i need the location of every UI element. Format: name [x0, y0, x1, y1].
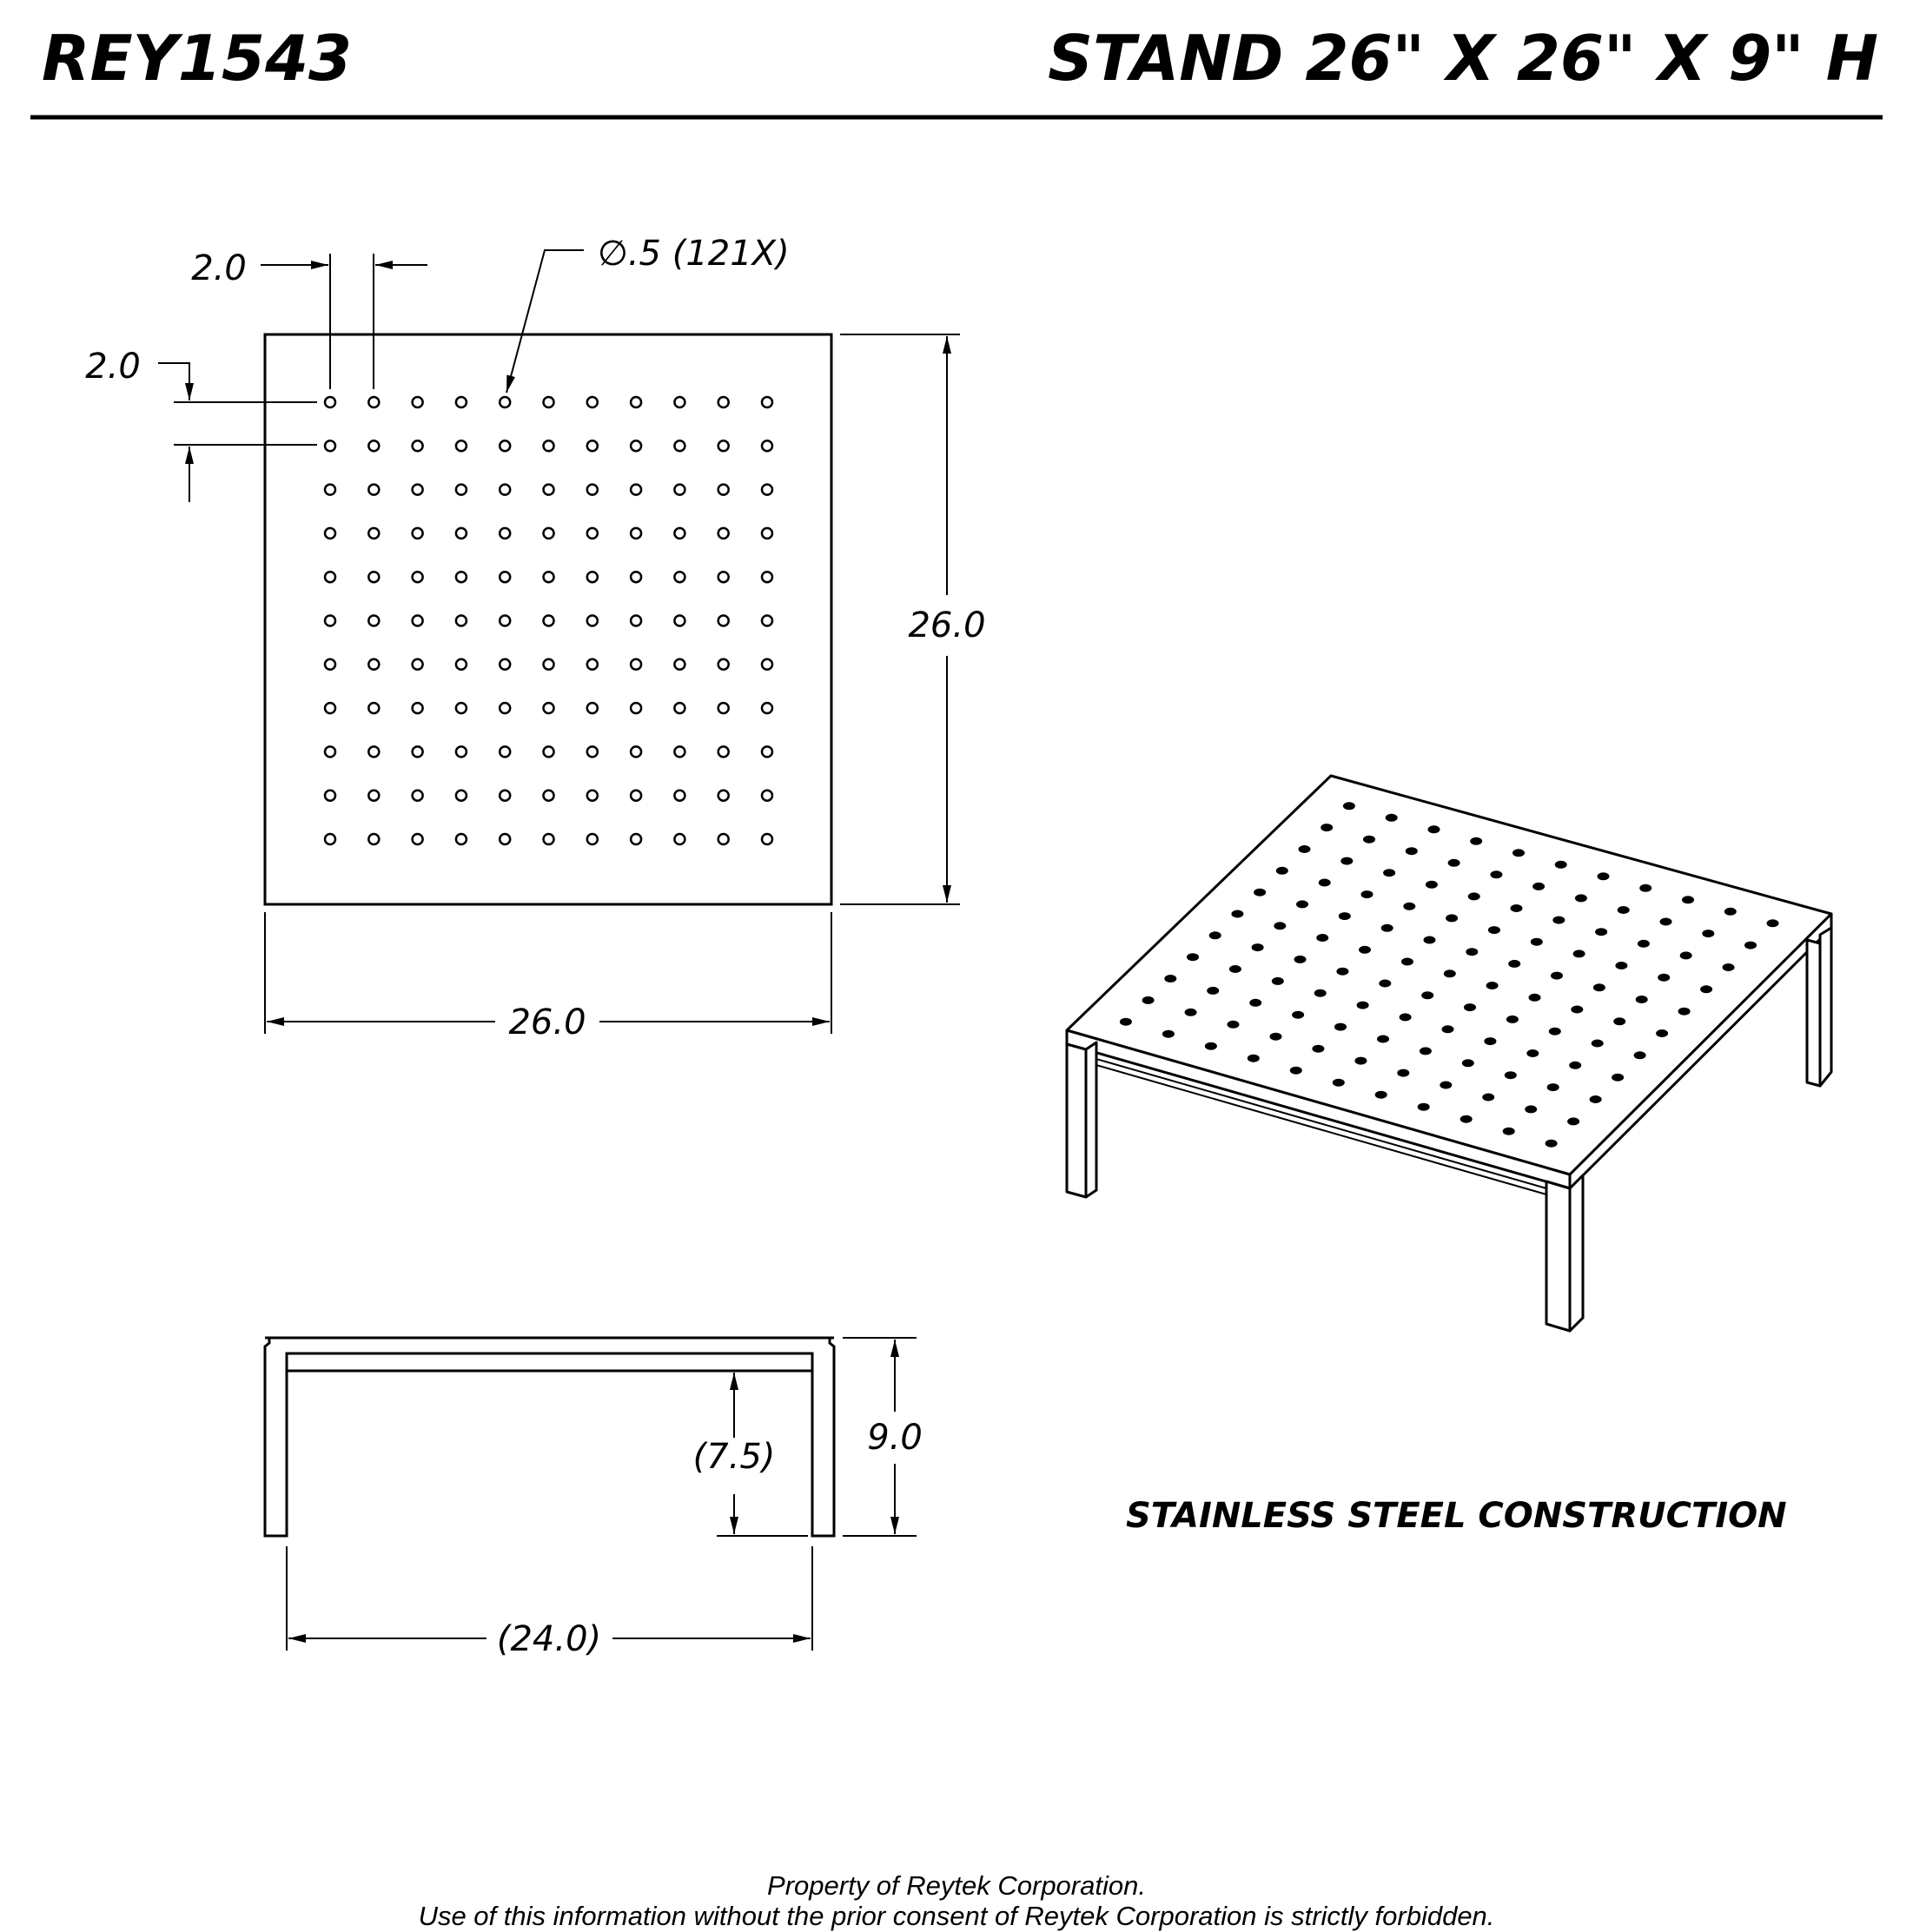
iso-hole: [1569, 1062, 1581, 1069]
hole: [674, 703, 685, 713]
iso-hole: [1421, 991, 1433, 999]
iso-hole: [1593, 983, 1605, 991]
footer-line-2: Use of this information without the prior consent of Reytek Corporation is strictly forbidden.: [418, 1901, 1495, 1931]
hole: [631, 440, 641, 451]
iso-hole: [1334, 1023, 1347, 1031]
iso-hole: [1440, 1082, 1452, 1089]
hole: [674, 485, 685, 495]
iso-hole: [1575, 894, 1587, 902]
hole: [674, 616, 685, 626]
hole: [544, 397, 554, 407]
hole: [456, 440, 467, 451]
iso-hole: [1513, 849, 1525, 857]
hole: [325, 440, 335, 451]
hole: [413, 572, 423, 582]
iso-hole: [1680, 951, 1692, 959]
iso-hole: [1248, 1055, 1260, 1062]
iso-hole: [1272, 977, 1284, 985]
iso-hole: [1142, 996, 1155, 1004]
iso-hole: [1290, 1067, 1302, 1075]
iso-hole: [1363, 836, 1375, 844]
iso-hole: [1274, 922, 1286, 930]
iso-hole: [1381, 924, 1393, 932]
hole: [368, 616, 379, 626]
leg-span-label: (24.0): [496, 1619, 602, 1659]
hole: [500, 440, 510, 451]
hole: [413, 834, 423, 844]
iso-hole: [1598, 872, 1610, 880]
hole: [762, 528, 772, 539]
hole: [456, 834, 467, 844]
hole: [587, 703, 598, 713]
iso-hole: [1340, 857, 1353, 865]
iso-hole: [1660, 918, 1672, 926]
hole-grid: [325, 397, 772, 844]
hole: [718, 440, 729, 451]
iso-hole: [1490, 870, 1502, 878]
hole: [325, 746, 335, 757]
iso-hole: [1567, 1117, 1579, 1125]
hole: [718, 834, 729, 844]
iso-hole: [1339, 912, 1351, 920]
iso-hole: [1503, 1128, 1515, 1135]
hole: [544, 440, 554, 451]
hole: [674, 659, 685, 670]
hole: [762, 659, 772, 670]
hole-spacing-y-label: 2.0: [85, 347, 141, 387]
iso-hole: [1470, 837, 1482, 845]
iso-hole: [1209, 931, 1221, 939]
hole: [544, 834, 554, 844]
iso-hole: [1316, 934, 1328, 942]
iso-hole: [1549, 1028, 1561, 1035]
iso-hole: [1446, 914, 1458, 922]
iso-hole: [1319, 879, 1331, 887]
hole: [456, 397, 467, 407]
iso-hole: [1379, 980, 1391, 988]
iso-leg-left-side: [1086, 1042, 1096, 1197]
hole: [500, 397, 510, 407]
hole: [500, 746, 510, 757]
hole: [631, 703, 641, 713]
hole-spacing-x-label: 2.0: [191, 248, 247, 288]
iso-hole: [1314, 989, 1327, 997]
overall-width-label: 26.0: [508, 1002, 586, 1042]
hole: [500, 791, 510, 801]
iso-hole: [1312, 1045, 1324, 1053]
footer-line-1: Property of Reytek Corporation.: [767, 1870, 1146, 1901]
hole: [368, 746, 379, 757]
iso-hole: [1460, 1115, 1473, 1123]
hole: [718, 397, 729, 407]
iso-hole: [1552, 916, 1565, 924]
hole: [456, 572, 467, 582]
iso-hole: [1618, 906, 1630, 914]
hole: [762, 834, 772, 844]
iso-hole: [1525, 1105, 1537, 1113]
iso-hole: [1546, 1140, 1558, 1148]
iso-hole: [1386, 814, 1398, 822]
iso-hole: [1426, 881, 1438, 889]
hole: [674, 397, 685, 407]
iso-hole: [1464, 1003, 1476, 1011]
hole: [587, 659, 598, 670]
hole: [368, 440, 379, 451]
hole: [544, 572, 554, 582]
hole: [368, 528, 379, 539]
iso-hole: [1531, 938, 1543, 946]
hole: [413, 440, 423, 451]
hole: [718, 746, 729, 757]
iso-hole: [1343, 802, 1355, 810]
iso-hole: [1228, 1021, 1240, 1029]
hole: [587, 572, 598, 582]
hole: [762, 616, 772, 626]
top-view: [158, 250, 960, 1034]
iso-hole: [1428, 825, 1440, 833]
hole: [544, 659, 554, 670]
iso-hole: [1639, 884, 1652, 892]
hole: [631, 791, 641, 801]
iso-hole: [1276, 867, 1288, 875]
hole: [544, 746, 554, 757]
hole: [413, 746, 423, 757]
iso-hole: [1744, 942, 1757, 949]
part-number: REY1543: [42, 22, 353, 95]
hole: [325, 397, 335, 407]
iso-hole: [1590, 1095, 1602, 1103]
hole: [368, 485, 379, 495]
iso-hole: [1164, 975, 1176, 983]
hole-callout-leader: [506, 250, 584, 393]
hole: [762, 572, 772, 582]
hole: [631, 834, 641, 844]
iso-hole: [1555, 861, 1567, 869]
hole: [718, 703, 729, 713]
iso-hole: [1505, 1071, 1517, 1079]
hole: [587, 397, 598, 407]
hole: [500, 703, 510, 713]
hole: [674, 791, 685, 801]
hole: [500, 834, 510, 844]
hole: [325, 791, 335, 801]
iso-leg-front: [1546, 1181, 1570, 1331]
iso-hole: [1638, 940, 1650, 948]
hole: [718, 791, 729, 801]
hole: [500, 616, 510, 626]
iso-hole: [1354, 1057, 1367, 1065]
hole: [674, 572, 685, 582]
hole: [674, 746, 685, 757]
iso-hole: [1462, 1059, 1474, 1067]
iso-hole: [1442, 1025, 1454, 1033]
iso-hole: [1767, 919, 1779, 927]
iso-hole: [1444, 969, 1456, 977]
iso-leg-left: [1067, 1044, 1086, 1197]
hole: [674, 834, 685, 844]
iso-hole: [1488, 926, 1500, 934]
iso-hole: [1547, 1083, 1559, 1091]
iso-hole: [1321, 824, 1333, 831]
iso-hole: [1359, 946, 1371, 954]
hole: [413, 791, 423, 801]
hole: [631, 572, 641, 582]
drawing-title: STAND 26" X 26" X 9" H: [1048, 22, 1878, 95]
iso-leg-front-side: [1570, 1175, 1583, 1331]
hole: [587, 616, 598, 626]
hole: [500, 485, 510, 495]
iso-hole: [1357, 1002, 1369, 1009]
hole: [631, 616, 641, 626]
iso-hole: [1484, 1037, 1496, 1045]
iso-hole: [1702, 930, 1714, 937]
hole: [718, 616, 729, 626]
iso-hole: [1336, 968, 1348, 976]
iso-hole: [1634, 1051, 1646, 1059]
iso-hole: [1403, 903, 1415, 910]
iso-hole: [1482, 1094, 1494, 1102]
hole: [587, 791, 598, 801]
top-view-outline: [265, 334, 831, 904]
hole: [500, 659, 510, 670]
iso-hole: [1526, 1049, 1539, 1057]
hole: [762, 746, 772, 757]
iso-hole: [1724, 908, 1737, 916]
hole: [368, 572, 379, 582]
hole: [544, 485, 554, 495]
hole: [368, 703, 379, 713]
hole: [587, 485, 598, 495]
hole: [587, 834, 598, 844]
hole: [500, 528, 510, 539]
hole: [325, 659, 335, 670]
iso-leg-right: [1807, 940, 1820, 1086]
hole: [544, 616, 554, 626]
iso-hole: [1511, 904, 1523, 912]
hole: [631, 528, 641, 539]
iso-hole: [1383, 869, 1395, 877]
iso-hole: [1270, 1033, 1282, 1041]
iso-hole: [1571, 1006, 1583, 1014]
iso-hole: [1418, 1103, 1430, 1111]
hole: [325, 834, 335, 844]
iso-hole: [1231, 910, 1243, 918]
hole: [368, 791, 379, 801]
iso-hole: [1529, 994, 1541, 1002]
iso-hole: [1466, 948, 1478, 956]
hole: [631, 397, 641, 407]
iso-hole: [1187, 953, 1199, 961]
hole: [762, 397, 772, 407]
hole: [674, 440, 685, 451]
hole: [456, 616, 467, 626]
iso-hole: [1254, 889, 1266, 897]
hole: [587, 528, 598, 539]
hole: [456, 659, 467, 670]
iso-hole: [1185, 1009, 1197, 1016]
iso-hole: [1486, 982, 1499, 989]
hole: [762, 440, 772, 451]
iso-hole: [1420, 1047, 1432, 1055]
isometric-view: [1067, 776, 1831, 1331]
iso-hole: [1400, 1013, 1412, 1021]
material-note: STAINLESS STEEL CONSTRUCTION: [1126, 1496, 1787, 1536]
iso-hole: [1551, 972, 1563, 980]
iso-hole: [1292, 1011, 1304, 1019]
hole-callout: ∅.5 (121X): [598, 234, 790, 274]
iso-hole: [1229, 965, 1241, 973]
iso-hole: [1375, 1091, 1387, 1099]
iso-hole: [1377, 1035, 1389, 1043]
hole: [718, 485, 729, 495]
hole: [325, 616, 335, 626]
hole: [368, 834, 379, 844]
hole: [325, 572, 335, 582]
iso-hole: [1612, 1074, 1624, 1082]
hole: [631, 659, 641, 670]
iso-hole: [1508, 960, 1520, 968]
iso-hole: [1205, 1042, 1217, 1050]
iso-hole: [1613, 1017, 1625, 1025]
iso-hole: [1723, 963, 1735, 971]
hole: [762, 485, 772, 495]
front-view: [265, 1338, 917, 1651]
iso-hole: [1406, 847, 1418, 855]
iso-hole: [1299, 845, 1311, 853]
hole: [413, 616, 423, 626]
hole: [544, 791, 554, 801]
iso-hole: [1573, 949, 1585, 957]
hole: [718, 572, 729, 582]
hole: [325, 528, 335, 539]
hole: [325, 703, 335, 713]
iso-hole: [1506, 1016, 1519, 1023]
hole: [368, 659, 379, 670]
iso-hole: [1333, 1079, 1345, 1087]
iso-hole: [1658, 974, 1670, 982]
iso-hole: [1532, 883, 1545, 890]
iso-hole: [1636, 996, 1648, 1003]
dimension-arrow: [158, 363, 189, 400]
iso-hole: [1592, 1040, 1604, 1048]
hole: [762, 791, 772, 801]
iso-leg-right-side: [1820, 928, 1831, 1086]
iso-hole: [1595, 928, 1607, 936]
hole: [500, 572, 510, 582]
hole: [456, 703, 467, 713]
front-height-label: 9.0: [867, 1418, 923, 1458]
iso-hole: [1448, 859, 1460, 867]
iso-hole: [1678, 1008, 1691, 1016]
iso-hole: [1207, 987, 1219, 995]
iso-hole: [1296, 900, 1308, 908]
hole: [631, 485, 641, 495]
iso-hole: [1615, 962, 1627, 969]
hole: [456, 746, 467, 757]
hole: [674, 528, 685, 539]
hole: [456, 791, 467, 801]
hole: [368, 397, 379, 407]
overall-height-label: 26.0: [908, 605, 986, 645]
hole: [587, 746, 598, 757]
iso-hole: [1252, 943, 1264, 951]
iso-hole: [1424, 936, 1436, 944]
hole: [718, 659, 729, 670]
hole: [413, 485, 423, 495]
iso-hole: [1162, 1030, 1175, 1038]
hole: [456, 528, 467, 539]
hole: [544, 528, 554, 539]
iso-hole: [1656, 1029, 1668, 1037]
clearance-label: (7.5): [692, 1437, 776, 1477]
hole: [631, 746, 641, 757]
hole: [718, 528, 729, 539]
iso-hole: [1120, 1018, 1132, 1026]
iso-hole: [1682, 896, 1694, 903]
hole: [413, 659, 423, 670]
hole: [413, 397, 423, 407]
hole: [413, 528, 423, 539]
iso-hole: [1294, 956, 1307, 963]
iso-hole: [1397, 1069, 1409, 1077]
hole: [762, 703, 772, 713]
hole: [413, 703, 423, 713]
iso-hole: [1700, 985, 1712, 993]
iso-hole: [1468, 892, 1480, 900]
hole: [456, 485, 467, 495]
iso-hole: [1249, 999, 1261, 1007]
iso-hole: [1401, 958, 1413, 966]
iso-hole: [1361, 890, 1374, 898]
hole: [325, 485, 335, 495]
hole: [587, 440, 598, 451]
hole: [544, 703, 554, 713]
